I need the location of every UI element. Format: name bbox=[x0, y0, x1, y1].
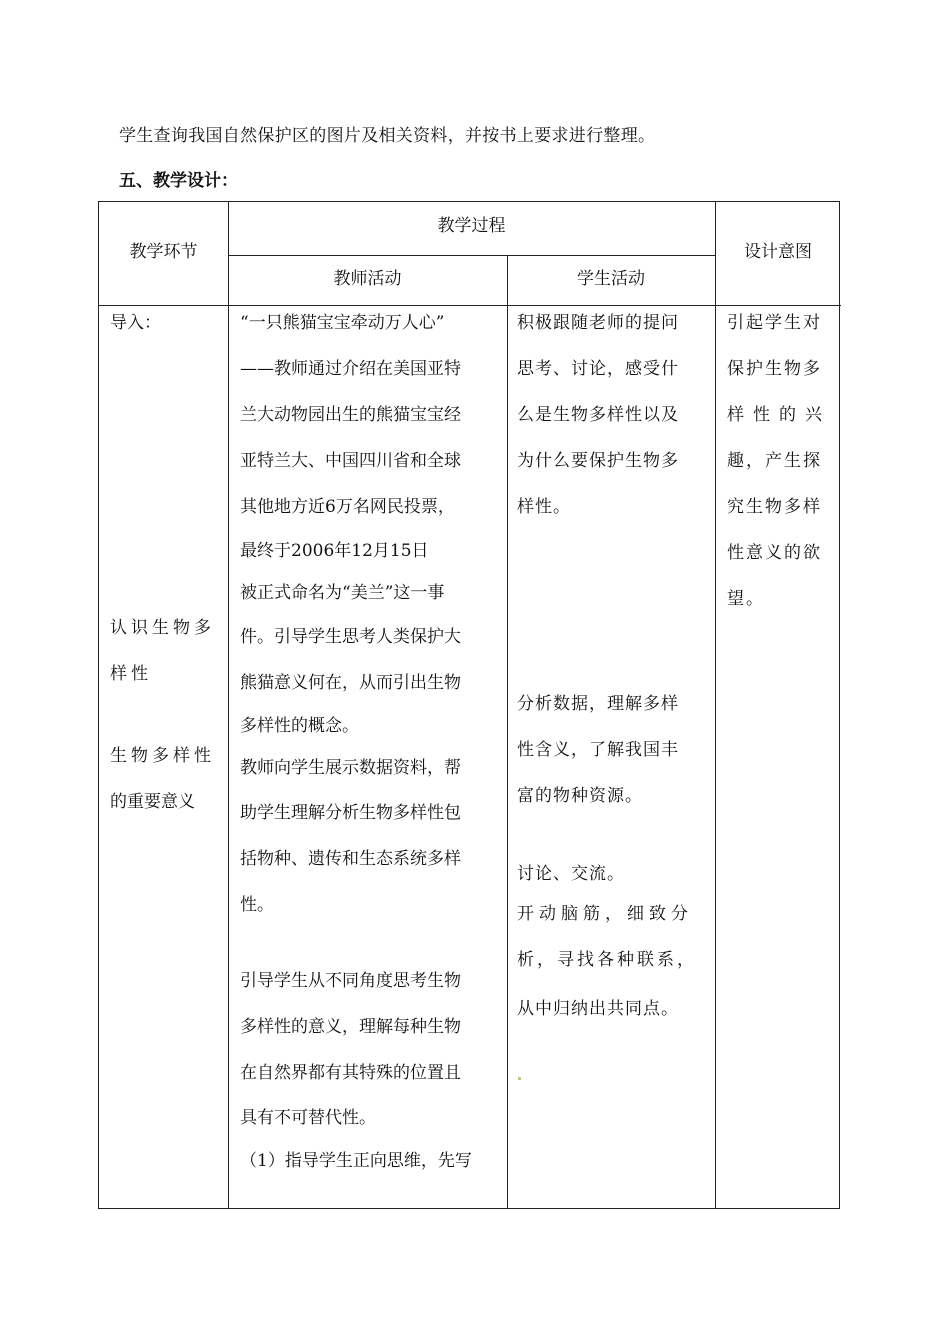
teacher-activity: “一只熊猫宝宝牵动万人心” ——教师通过介绍在美国亚特 兰大动物园出生的熊猫宝宝经 亚特兰大、中国四川省和全球 其他地方近6万名网民投票， 最终于2006年12月15日 被正式命名为“美兰”这一事 件。引导学生思考人类保护大 熊猫意义何在，从而引出生物 多样性的概念。 教师向学生展示数据资料，帮 助学生理解分析生物多样性包 括物种、遗传和生态系统多样 性。 引导学生从不同角度思考生物 多样性的意义，理解每种生物 在自然界都有其特殊的位置且 具有不可替代性。 （1）指导学生正向思维，先写 bbox=[240, 313, 472, 1171]
header-stage: 教学环节 bbox=[129, 242, 198, 262]
grid-line bbox=[715, 202, 716, 1208]
student-activity-data: 分析数据，理解多样 性含义，了解我国丰 富的物种资源。 bbox=[517, 694, 679, 806]
stray-mark bbox=[518, 1077, 521, 1080]
grid-line bbox=[228, 202, 229, 1208]
stage-importance: 生物多样性 的重要意义 bbox=[110, 746, 215, 812]
stage-import: 导入： bbox=[110, 313, 161, 333]
grid-line bbox=[507, 255, 508, 1208]
grid-line bbox=[228, 255, 715, 256]
header-process: 教学过程 bbox=[437, 216, 506, 236]
student-activity-discuss: 讨论、交流。 开动脑筋，细致分 析，寻找各种联系， 从中归纳出共同点。 bbox=[517, 864, 697, 1019]
teaching-design-table bbox=[98, 201, 840, 1209]
header-teacher: 教师活动 bbox=[333, 269, 402, 289]
header-intent: 设计意图 bbox=[744, 242, 812, 262]
stage-recognize: 认识生物多 样性 bbox=[110, 618, 215, 684]
student-activity: 积极跟随老师的提问 思考、讨论，感受什 么是生物多样性以及 为什么要保护生物多 样性。 bbox=[517, 313, 679, 517]
intro-paragraph: 学生查询我国自然保护区的图片及相关资料，并按书上要求进行整理。 bbox=[119, 126, 656, 146]
header-student: 学生活动 bbox=[577, 269, 645, 289]
section-heading: 五、教学设计： bbox=[119, 171, 238, 191]
design-intent: 引起学生对 保护生物多 样性的兴 趣，产生探 究生物多样 性意义的欲 望。 bbox=[727, 313, 831, 609]
